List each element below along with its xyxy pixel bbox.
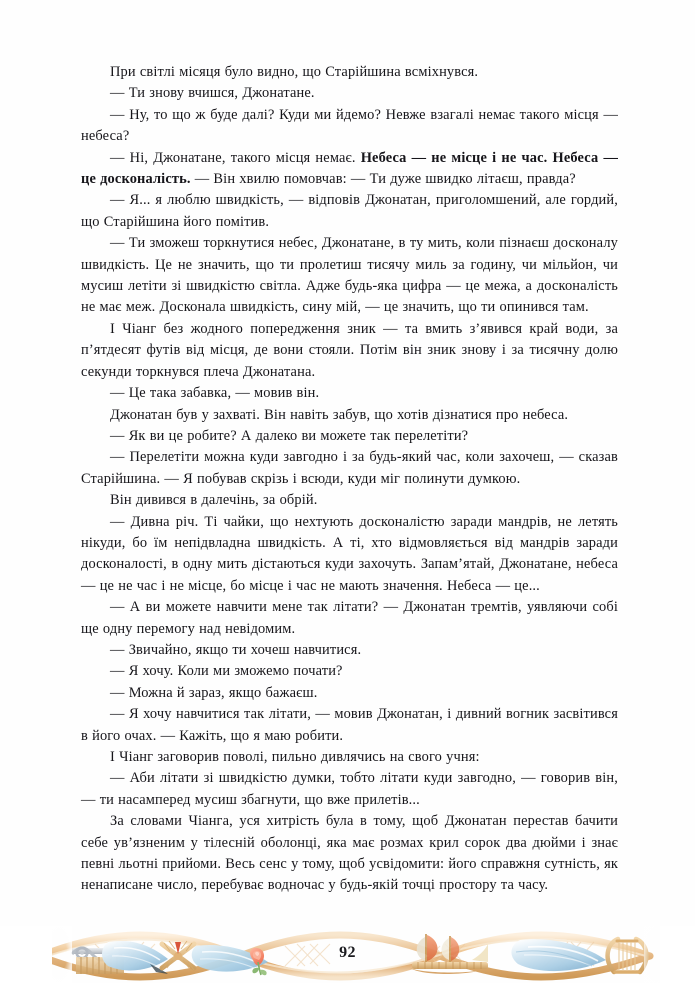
paragraph-6: — Ти зможеш торкнутися небес, Джонатане, в ту мить, коли пізнаєш досконалу швидкість. Це не значить, що ти пролетиш тисячу миль за годину, чи мільйон, чи мусиш летіти зі швидкістю світла. Адже будь-яка цифра — це межа, а досконалість не має меж. Досконала швидкість, сину мій, — це значить, що ти опинився там. (81, 235, 618, 316)
paragraph-11: — Перелетіти можна куди завгодно і за будь-який час, коли захочеш, — сказав Старійшина. — Я побував скрізь і всюди, куди міг полинути думкою. (81, 449, 618, 487)
paragraph-10: — Як ви це робите? А далеко ви можете так перелетіти? (110, 427, 469, 444)
paragraph-17: — Можна й зараз, якщо бажаєш. (110, 684, 318, 701)
paragraph-8: — Це така забавка, — мовив він. (110, 385, 320, 402)
paragraph-7: І Чіанг без жодного попередження зник — та вмить з’явився край води, за п’ятдесят футів від місця, де вони стояли. Потім він зник знову і за тисячну долю секунди торкнувся плеча Джонатана. (81, 320, 618, 380)
paragraph-21: За словами Чіанга, уся хитрість була в тому, щоб Джонатан перестав бачити себе ув’язненим у тілесній оболонці, яка має розмах крил сорок два дюйми і знає певні льотні прийоми. Весь сенс у тому, щоб усвідомити: його справжня сутність, як ненаписане число, перебуває водночас у будь-якій точці простору та часу. (81, 813, 619, 894)
paragraph-2: — Ти знову вчишся, Джонатане. (110, 85, 315, 102)
paragraph-5: — Я... я люблю швидкість, — відповів Джонатан, приголомшений, але гордий, що Старійшина його помітив. (81, 192, 618, 230)
paragraph-4-lead: — Ні, Джонатане, такого місця немає. (110, 149, 361, 166)
paragraph-16: — Я хочу. Коли ми зможемо почати? (110, 663, 343, 680)
paragraph-14: — А ви можете навчити мене так літати? — Джонатан тремтів, уявляючи собі ще одну перемогу над невідомим. (81, 599, 618, 637)
paragraph-4 (81, 148, 618, 191)
paragraph-3: — Ну, то що ж буде далі? Куди ми йдемо? Невже взагалі немає такого місця — небеса? (81, 106, 618, 145)
paragraph-9: Джонатан був у захваті. Він навіть забув, що хотів дізнатися про небеса. (110, 406, 569, 423)
paragraph-4-emphasis: Небеса — не місце і не час. Небеса — це досконалість. (81, 149, 618, 188)
paragraph-4-tail: — Він хвилю помовчав: — Ти дуже швидко літаєш, правда? (190, 171, 576, 188)
paragraph-19: І Чіанг заговорив поволі, пильно дивлячись на свого учня: (110, 749, 480, 765)
paragraph-18: — Я хочу навчитися так літати, — мовив Джонатан, і дивний вогник засвітився в його очах. — Кажіть, що я маю робити. (81, 706, 618, 744)
paragraph-1: При світлі місяця було видно, що Старійшина всміхнувся. (110, 64, 479, 80)
page-text-column (81, 62, 618, 897)
paragraph-13: — Дивна річ. Ті чайки, що нехтують досконалістю заради мандрів, не летять нікуди, бо їм непідвладна швидкість. А ті, хто відмовляється від мандрів заради досконалості, в одну мить дістаються куди захочуть. Запам’ятай, Джонатане, небеса — це не час і не місце, бо місце і час не мають значення. Небеса — це... (81, 513, 618, 594)
paragraph-12: Він дивився в далечінь, за обрій. (110, 492, 318, 509)
page-number: 92 (339, 944, 356, 961)
paragraph-20: — Аби літати зі швидкістю думки, тобто літати куди завгодно, — говорив він, — ти насамперед мусиш збагнути, що вже прилетів... (81, 770, 618, 808)
paragraph-15: — Звичайно, якщо ти хочеш навчитися. (110, 641, 362, 658)
